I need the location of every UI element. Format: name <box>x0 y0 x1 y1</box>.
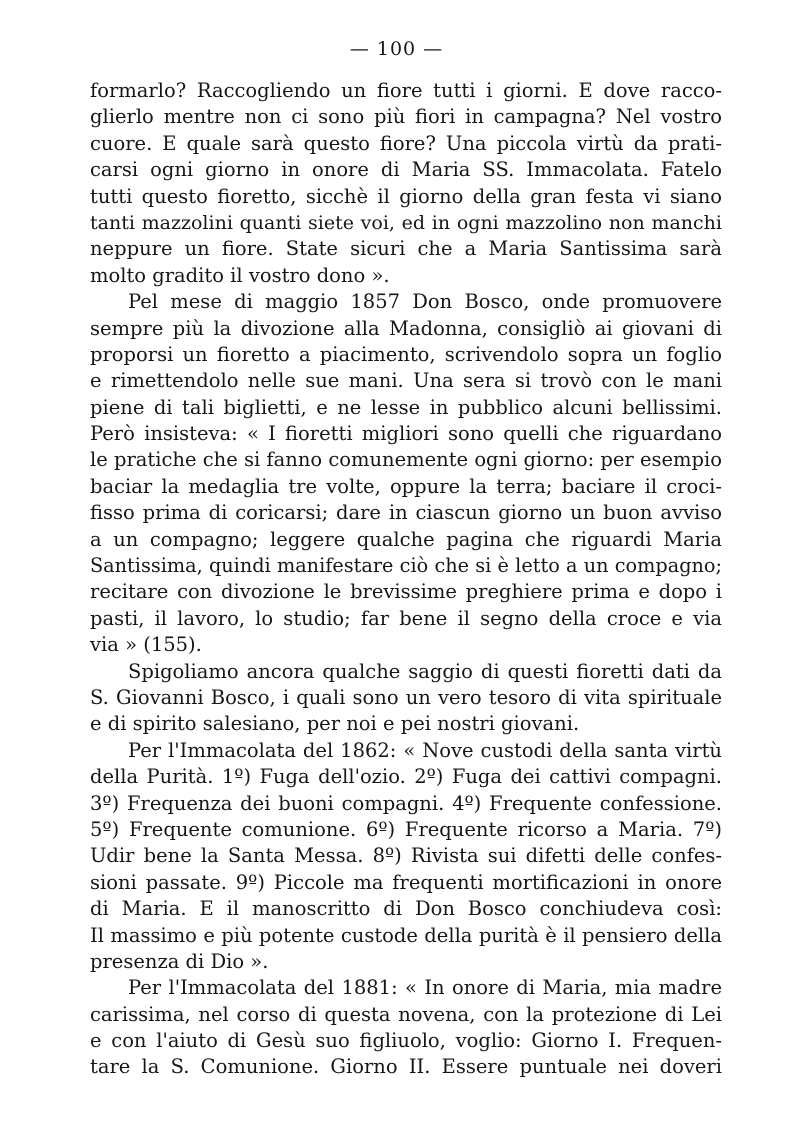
text-line: Udir bene la Santa Messa. 8º) Rivista sui difetti delle confes- <box>90 844 722 868</box>
text-line: e di spirito salesiano, per noi e pei nostri giovani. <box>90 712 580 736</box>
text-line: piene di tali biglietti, e ne lesse in pubblico alcuni bellissimi. <box>90 395 722 419</box>
text-line: 5º) Frequente comunione. 6º) Frequente ricorso a Maria. 7º) <box>90 817 722 841</box>
text-line: a un compagno; leggere qualche pagina che riguardi Maria <box>90 527 722 551</box>
text-line: glierlo mentre non ci sono più fiori in campagna? Nel vostro <box>90 105 722 129</box>
body-text <box>90 78 722 1081</box>
text-line: Spigoliamo ancora qualche saggio di questi fioretti dati da <box>128 659 722 683</box>
text-line: via » (155). <box>90 633 202 657</box>
text-line: Il massimo e più potente custode della purità è il pensiero della <box>90 923 722 947</box>
text-line: tutti questo fioretto, sicchè il giorno della gran festa vi siano <box>90 184 722 208</box>
text-line: molto gradito il vostro dono ». <box>90 263 390 287</box>
text-line: e con l'aiuto di Gesù suo figliuolo, voglio: Giorno I. Frequen- <box>90 1029 722 1053</box>
page-number: — 100 — <box>349 38 444 60</box>
text-line: 3º) Frequenza dei buoni compagni. 4º) Frequente confessione. <box>90 791 722 815</box>
text-line: di Maria. E il manoscritto di Don Bosco conchiudeva così: <box>90 897 722 921</box>
text-line: tanti mazzolini quanti siete voi, ed in ogni mazzolino non manchi <box>90 211 722 234</box>
text-line: carissima, nel corso di questa novena, con la protezione di Lei <box>90 1002 722 1026</box>
text-line: e rimettendolo nelle sue mani. Una sera si trovò con le mani <box>90 369 722 393</box>
text-line: pasti, il lavoro, lo studio; far bene il segno della croce e via <box>90 606 722 630</box>
text-line: baciar la medaglia tre volte, oppure la terra; baciare il croci- <box>90 474 722 498</box>
text-line: della Purità. 1º) Fuga dell'ozio. 2º) Fuga dei cattivi compagni. <box>90 765 722 789</box>
text-line: Per l'Immacolata del 1881: « In onore di Maria, mia madre <box>128 976 722 1000</box>
text-line: proporsi un fioretto a piacimento, scrivendolo sopra un foglio <box>90 342 722 366</box>
text-line: tare la S. Comunione. Giorno II. Essere puntuale nei doveri <box>90 1055 722 1079</box>
text-line: recitare con divozione le brevissime preghiere prima e dopo i <box>90 580 722 604</box>
text-line: formarlo? Raccogliendo un fiore tutti i giorni. E dove racco- <box>90 79 722 102</box>
text-line: Però insisteva: « I fioretti migliori sono quelli che riguardano <box>90 422 722 446</box>
text-line: fisso prima di coricarsi; dare in ciascun giorno un buon avviso <box>90 501 722 525</box>
text-line: presenza di Dio ». <box>90 949 269 973</box>
text-line: Santissima, quindi manifestare ciò che si è letto a un compagno; <box>90 554 722 578</box>
text-line: Pel mese di maggio 1857 Don Bosco, onde promuovere <box>128 290 722 314</box>
text-line: cuore. E quale sarà questo fiore? Una piccola virtù da prati- <box>90 131 722 155</box>
text-line: sioni passate. 9º) Piccole ma frequenti mortificazioni in onore <box>90 870 722 894</box>
text-line: S. Giovanni Bosco, i quali sono un vero tesoro di vita spirituale <box>90 685 722 709</box>
text-line: neppure un fiore. State sicuri che a Maria Santissima sarà <box>90 237 722 261</box>
text-line: carsi ogni giorno in onore di Maria SS. Immacolata. Fatelo <box>90 158 722 182</box>
text-line: Per l'Immacolata del 1862: « Nove custodi della santa virtù <box>128 738 722 762</box>
text-line: sempre più la divozione alla Madonna, consigliò ai giovani di <box>90 316 722 340</box>
text-line: le pratiche che si fanno comunemente ogni giorno: per esempio <box>90 448 722 472</box>
